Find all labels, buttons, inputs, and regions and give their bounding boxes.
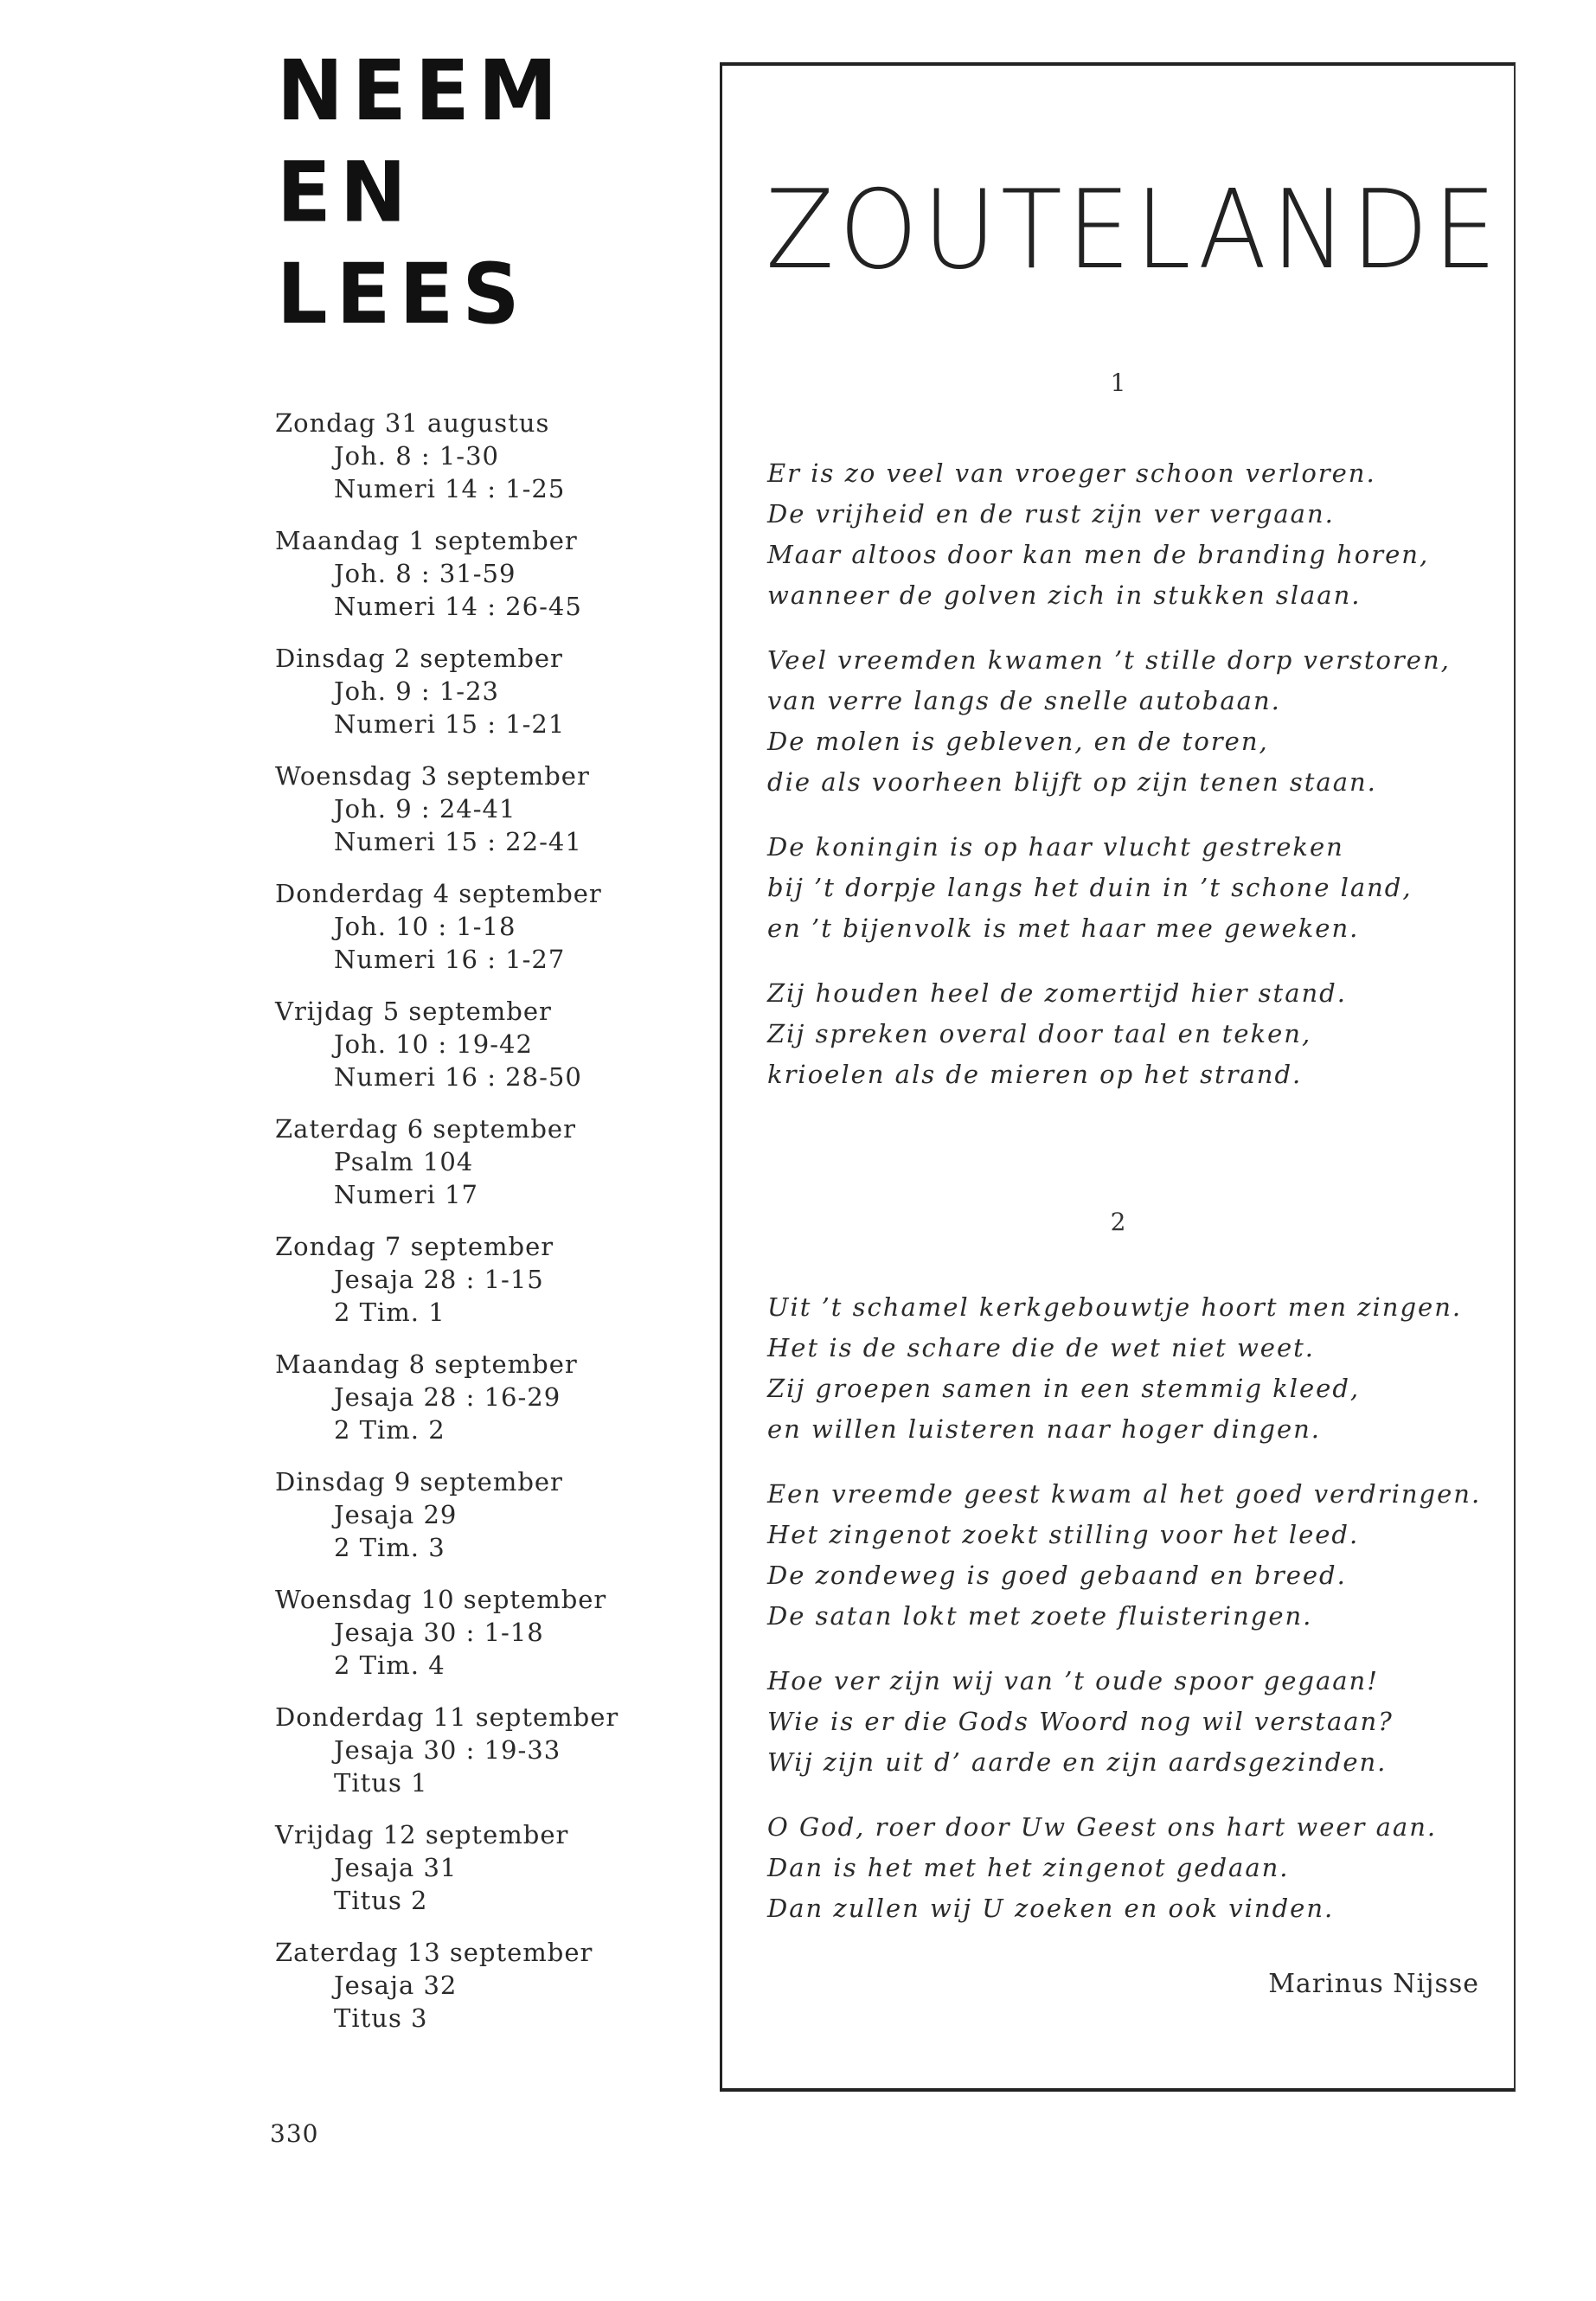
poem-stanza xyxy=(767,453,1511,616)
poem-stanza xyxy=(767,827,1511,949)
poem-part-2 xyxy=(767,1287,1511,1953)
poem-line: wanneer de golven zich in stukken slaan. xyxy=(767,580,1362,610)
poem-stanza xyxy=(767,1807,1511,1929)
reading-entry xyxy=(275,1230,673,1329)
poem-box xyxy=(720,62,1516,2092)
reading-entry xyxy=(275,1936,673,2035)
reading-ref: Numeri 14 : 26-45 xyxy=(334,592,582,621)
reading-ref: 2 Tim. 1 xyxy=(334,1298,445,1327)
poem-part-number: 2 xyxy=(1110,1208,1126,1236)
poem-line: bij ’t dorpje langs het duin in ’t schone land, xyxy=(767,873,1413,902)
reading-ref: Jesaja 30 : 1-18 xyxy=(334,1618,544,1647)
reading-ref: Psalm 104 xyxy=(334,1147,474,1176)
reading-day: Maandag 8 september xyxy=(275,1349,578,1379)
reading-day: Dinsdag 2 september xyxy=(275,644,563,673)
poem-author: Marinus Nijsse xyxy=(1268,1969,1479,1999)
poem-stanza xyxy=(767,1287,1511,1450)
reading-ref: Jesaja 29 xyxy=(334,1500,458,1529)
poem-line: en willen luisteren naar hoger dingen. xyxy=(767,1414,1322,1444)
poem-line: De vrijheid en de rust zijn ver vergaan. xyxy=(767,499,1335,529)
poem-line: Zij groepen samen in een stemmig kleed, xyxy=(767,1374,1361,1403)
reading-day: Dinsdag 9 september xyxy=(275,1467,563,1497)
reading-entry xyxy=(275,877,673,976)
poem-line: Wie is er die Gods Woord nog wil verstaan? xyxy=(767,1707,1394,1736)
reading-entry xyxy=(275,407,673,505)
poem-line: Hoe ver zijn wij van ’t oude spoor gegaan! xyxy=(767,1666,1379,1695)
reading-ref: Numeri 16 : 1-27 xyxy=(334,945,566,974)
reading-ref: Joh. 8 : 31-59 xyxy=(334,559,516,588)
reading-entry xyxy=(275,1112,673,1211)
reading-schedule xyxy=(275,407,673,2054)
poem-line: Maar altoos door kan men de branding horen, xyxy=(767,540,1430,569)
masthead-line-2: EN xyxy=(277,144,415,241)
reading-ref: Joh. 10 : 1-18 xyxy=(334,912,516,941)
reading-ref: 2 Tim. 3 xyxy=(334,1533,445,1562)
reading-day: Woensdag 10 september xyxy=(275,1585,607,1614)
poem-line: Zij spreken overal door taal en teken, xyxy=(767,1019,1312,1048)
reading-day: Maandag 1 september xyxy=(275,526,578,555)
reading-ref: Numeri 15 : 22-41 xyxy=(334,827,582,856)
reading-day: Vrijdag 5 september xyxy=(275,997,552,1026)
reading-entry xyxy=(275,1701,673,1799)
reading-ref: Jesaja 28 : 16-29 xyxy=(334,1382,561,1412)
reading-day: Zaterdag 13 september xyxy=(275,1938,593,1967)
poem-line: Wij zijn uit d’ aarde en zijn aardsgezinden. xyxy=(767,1747,1388,1777)
reading-ref: Numeri 15 : 1-21 xyxy=(334,709,566,739)
poem-line: De koningin is op haar vlucht gestreken xyxy=(767,832,1344,862)
reading-entry xyxy=(275,1818,673,1917)
poem-line: De satan lokt met zoete fluisteringen. xyxy=(767,1601,1313,1631)
poem-part-number: 1 xyxy=(1110,369,1126,397)
reading-entry xyxy=(275,760,673,858)
reading-ref: Jesaja 28 : 1-15 xyxy=(334,1265,544,1294)
masthead xyxy=(277,41,640,346)
reading-ref: Titus 1 xyxy=(334,1768,428,1798)
poem-line: van verre langs de snelle autobaan. xyxy=(767,686,1281,715)
reading-day: Zondag 7 september xyxy=(275,1232,554,1261)
reading-ref: Jesaja 30 : 19-33 xyxy=(334,1735,561,1765)
poem-stanza xyxy=(767,640,1511,803)
reading-day: Vrijdag 12 september xyxy=(275,1820,569,1849)
reading-entry xyxy=(275,1348,673,1446)
page-number: 330 xyxy=(270,2119,319,2148)
poem-stanza xyxy=(767,1661,1511,1783)
reading-day: Donderdag 4 september xyxy=(275,879,602,908)
reading-day: Zaterdag 6 september xyxy=(275,1114,576,1144)
poem-line: Zij houden heel de zomertijd hier stand. xyxy=(767,978,1347,1008)
poem-line: krioelen als de mieren op het strand. xyxy=(767,1060,1303,1089)
reading-ref: Titus 2 xyxy=(334,1886,428,1915)
reading-ref: Numeri 14 : 1-25 xyxy=(334,474,566,503)
reading-ref: Titus 3 xyxy=(334,2003,428,2033)
reading-day: Donderdag 11 september xyxy=(275,1702,619,1732)
reading-ref: Jesaja 32 xyxy=(334,1971,458,2000)
poem-line: Veel vreemden kwamen ’t stille dorp verstoren, xyxy=(767,645,1451,675)
reading-ref: 2 Tim. 2 xyxy=(334,1415,445,1445)
poem-title: ZOUTELANDE xyxy=(766,166,1502,293)
reading-entry xyxy=(275,1465,673,1564)
reading-ref: 2 Tim. 4 xyxy=(334,1650,445,1680)
poem-part-1 xyxy=(767,453,1511,1119)
poem-stanza xyxy=(767,973,1511,1095)
poem-line: De molen is gebleven, en de toren, xyxy=(767,727,1269,756)
reading-ref: Joh. 9 : 1-23 xyxy=(334,676,500,706)
reading-day: Woensdag 3 september xyxy=(275,761,590,791)
poem-line: Dan is het met het zingenot gedaan. xyxy=(767,1853,1290,1882)
poem-line: Een vreemde geest kwam al het goed verdringen. xyxy=(767,1479,1482,1509)
poem-line: De zondeweg is goed gebaand en breed. xyxy=(767,1561,1347,1590)
reading-ref: Jesaja 31 xyxy=(334,1853,458,1882)
reading-entry xyxy=(275,642,673,740)
poem-line: Er is zo veel van vroeger schoon verloren. xyxy=(767,458,1376,488)
poem-line: en ’t bijenvolk is met haar mee geweken. xyxy=(767,913,1360,943)
reading-ref: Joh. 9 : 24-41 xyxy=(334,794,516,824)
poem-line: Dan zullen wij U zoeken en ook vinden. xyxy=(767,1894,1335,1923)
reading-day: Zondag 31 augustus xyxy=(275,408,550,438)
poem-stanza xyxy=(767,1474,1511,1637)
poem-line: Het is de schare die de wet niet weet. xyxy=(767,1333,1316,1362)
reading-ref: Joh. 10 : 19-42 xyxy=(334,1029,533,1059)
poem-line: Het zingenot zoekt stilling voor het leed. xyxy=(767,1520,1360,1549)
reading-entry xyxy=(275,1583,673,1682)
reading-ref: Numeri 17 xyxy=(334,1180,478,1209)
poem-line: O God, roer door Uw Geest ons hart weer aan. xyxy=(767,1812,1438,1842)
reading-entry xyxy=(275,524,673,623)
reading-ref: Numeri 16 : 28-50 xyxy=(334,1062,582,1092)
reading-ref: Joh. 8 : 1-30 xyxy=(334,441,500,471)
masthead-line-3: LEES xyxy=(277,245,529,343)
reading-entry xyxy=(275,995,673,1093)
poem-line: Uit ’t schamel kerkgebouwtje hoort men zingen. xyxy=(767,1292,1463,1322)
masthead-line-1: NEEM xyxy=(277,42,567,140)
poem-line: die als voorheen blijft op zijn tenen staan. xyxy=(767,767,1377,797)
